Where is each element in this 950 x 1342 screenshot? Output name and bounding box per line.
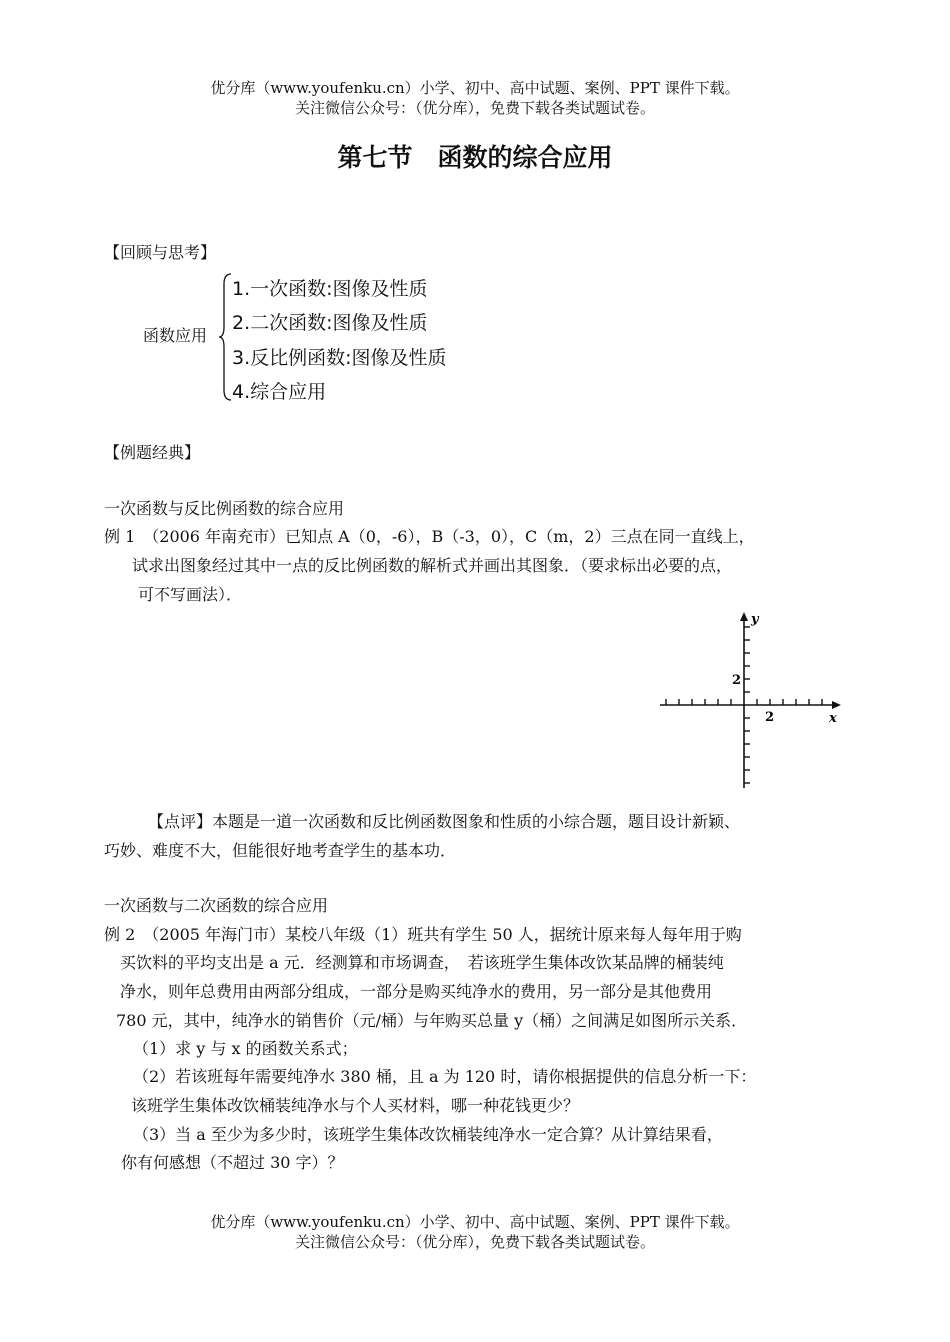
page-title: 第七节 函数的综合应用 <box>337 143 613 172</box>
page-footer-line-1: 优分库（www.youfenku.cn）小学、初中、高中试题、案例、PPT 课件下载。 <box>210 1213 740 1231</box>
left-brace-icon <box>218 272 232 402</box>
coordinate-axes-graph <box>655 608 855 794</box>
comment-line-2: 巧妙、难度不大，但能很好地考查学生的基本功． <box>104 841 457 860</box>
x-axis-label: x <box>829 711 837 726</box>
question-1: （1）求 y 与 x 的函数关系式； <box>133 1039 358 1058</box>
example1-line-3: 可不写画法）． <box>138 585 243 604</box>
example2-line-2: 买饮料的平均支出是 a 元．经测算和市场调查， 若该班学生集体改饮某品牌的桶装纯 <box>120 953 724 972</box>
question-2-line-2: 该班学生集体改饮桶装纯净水与个人买材料，哪一种花钱更少？ <box>131 1096 580 1115</box>
x-tick-label: 2 <box>765 710 775 725</box>
page-footer-line-2: 关注微信公众号：（优分库），免费下载各类试题试卷。 <box>294 1233 655 1251</box>
section2-heading: 一次函数与二次函数的综合应用 <box>104 896 329 915</box>
y-tick-label: 2 <box>732 673 742 688</box>
review-item-4: 4.综合应用 <box>232 381 327 403</box>
comment-line-1: 【点评】本题是一道一次函数和反比例函数图象和性质的小综合题，题目设计新颖、 <box>148 812 741 831</box>
example1-line-1: 例 1 （2006 年南充市）已知点 A（0，-6），B（-3，0），C（m，2）三点在同一直线上， <box>104 527 755 546</box>
example2-line-4: 780 元，其中，纯净水的销售价（元/桶）与年购买总量 y（桶）之间满足如图所示关系． <box>116 1011 748 1030</box>
section1-heading: 一次函数与反比例函数的综合应用 <box>104 499 345 518</box>
review-heading: 【回顾与思考】 <box>104 243 217 262</box>
review-item-3: 3.反比例函数:图像及性质 <box>232 347 447 369</box>
examples-heading: 【例题经典】 <box>104 443 201 462</box>
example2-line-3: 净水，则年总费用由两部分组成，一部分是购买纯净水的费用，另一部分是其他费用 <box>120 982 713 1001</box>
question-3-line-1: （3）当 a 至少为多少时，该班学生集体改饮桶装纯净水一定合算？从计算结果看， <box>133 1125 723 1144</box>
y-axis-label: y <box>751 612 759 627</box>
review-center-label: 函数应用 <box>143 326 208 345</box>
review-item-2: 2.二次函数:图像及性质 <box>232 312 428 334</box>
page-header-line-1: 优分库（www.youfenku.cn）小学、初中、高中试题、案例、PPT 课件下载。 <box>210 79 740 97</box>
question-2-line-1: （2）若该班每年需要纯净水 380 桶，且 a 为 120 时，请你根据提供的信息分析一下： <box>133 1067 757 1086</box>
page-header-line-2: 关注微信公众号：（优分库），免费下载各类试题试卷。 <box>294 99 655 117</box>
example1-line-2: 试求出图象经过其中一点的反比例函数的解析式并画出其图象．（要求标出必要的点， <box>132 556 733 575</box>
x-axis-arrow-icon <box>832 701 841 709</box>
example2-line-1: 例 2 （2005 年海门市）某校八年级（1）班共有学生 50 人，据统计原来每人每年用于购 <box>104 925 742 944</box>
question-3-line-2: 你有何感想（不超过 30 字）？ <box>121 1153 344 1172</box>
review-item-1: 1.一次函数:图像及性质 <box>232 278 428 300</box>
y-axis-arrow-icon <box>740 612 748 621</box>
